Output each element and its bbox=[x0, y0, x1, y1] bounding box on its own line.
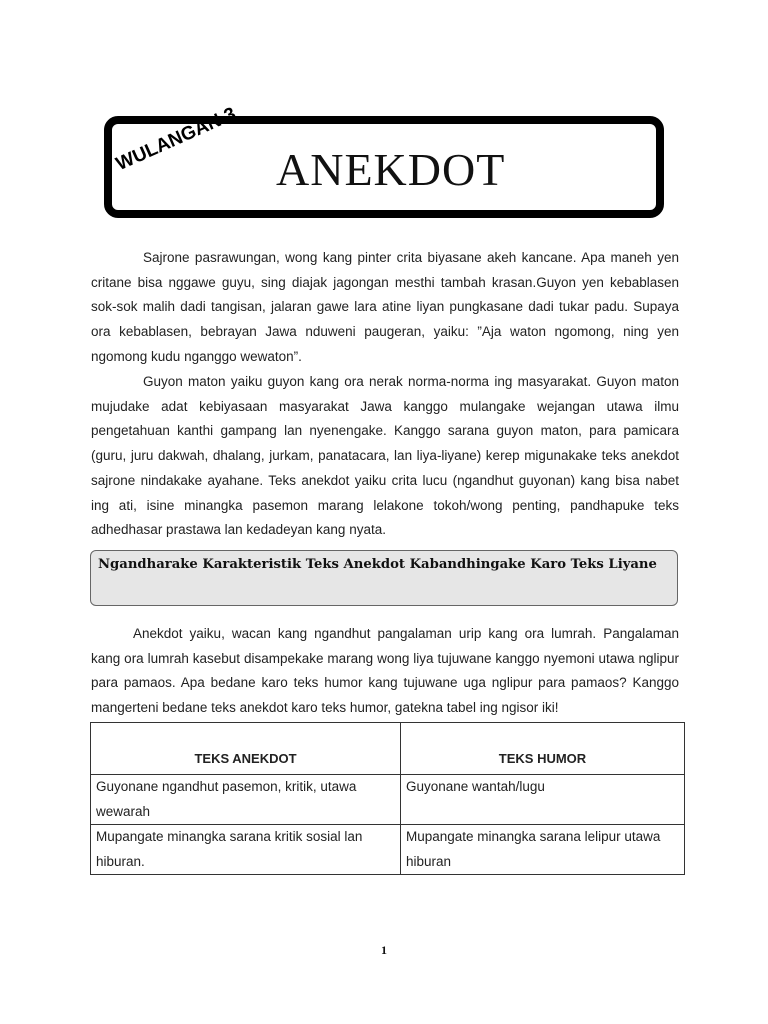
table-row bbox=[91, 775, 685, 825]
section-paragraph bbox=[91, 622, 679, 721]
intro-paragraph-1 bbox=[91, 246, 679, 370]
table-row bbox=[91, 825, 685, 875]
intro-paragraph-2 bbox=[91, 370, 679, 543]
comparison-table bbox=[90, 722, 685, 875]
intro-paragraph-2-text: Guyon maton yaiku guyon kang ora nerak norma-norma ing masyarakat. Guyon maton mujudake adat kebiyasaan masyarakat Jawa kanggo mulangake wejangan utawa ilmu pengetahuan kanthi gampang lan nyenengake. Kanggo sarana guyon maton, para pamicara (guru, juru dakwah, dhalang, jurkam, panatacara, lan liya-liyane) kerep migunakake teks anekdot sajrone nindakake ayahane. Teks anekdot yaiku crita lucu (ngandhut guyonan) kang bisa nabet ing ati, isine minangka pasemon marang lelakone tokoh/wong penting, pandhapuke teks adhedhasar prastawa lan kedadeyan kang nyata. bbox=[91, 374, 679, 538]
page-number: 1 bbox=[381, 943, 387, 957]
table-header-row bbox=[91, 723, 685, 775]
section-heading: Ngandharake Karakteristik Teks Anekdot Kabandhingake Karo Teks Liyane bbox=[98, 557, 657, 572]
table-cell: Guyonane wantah/lugu bbox=[401, 775, 685, 825]
column-header-anekdot: TEKS ANEKDOT bbox=[91, 723, 401, 775]
table-cell: Guyonane ngandhut pasemon, kritik, utawa wewarah bbox=[91, 775, 401, 825]
title-box bbox=[104, 103, 664, 218]
table-cell: Mupangate minangka sarana kritik sosial lan hiburan. bbox=[91, 825, 401, 875]
column-header-humor: TEKS HUMOR bbox=[401, 723, 685, 775]
page-title: ANEKDOT bbox=[276, 144, 506, 195]
intro-paragraph-1-text: Sajrone pasrawungan, wong kang pinter crita biyasane akeh kancane. Apa maneh yen critane bisa nggawe guyu, sing diajak jagongan mesthi tambah krasan.Guyon yen kebablasen sok-sok malih dadi tangisan, jalaran gawe lara atine liyan pungkasane dadi tukar padu. Supaya ora kebablasen, bebrayan Jawa nduweni paugeran, yaiku: ”Aja waton ngomong, ning yen ngomong kudu nganggo wewaton”. bbox=[91, 250, 679, 364]
section-heading-box bbox=[90, 550, 678, 606]
lesson-tag: WULANGAN 3 bbox=[113, 103, 240, 176]
section-paragraph-text: Anekdot yaiku, wacan kang ngandhut pangalaman urip kang ora lumrah. Pangalaman kang ora lumrah kasebut disampekake marang wong liya tujuwane kanggo nyemoni utawa nglipur para pamaos. Apa bedane karo teks humor kang tujuwane uga nglipur para pamaos? Kanggo mangerteni bedane teks anekdot karo teks humor, gatekna tabel ing ngisor iki! bbox=[91, 626, 679, 716]
table-cell: Mupangate minangka sarana lelipur utawa hiburan bbox=[401, 825, 685, 875]
